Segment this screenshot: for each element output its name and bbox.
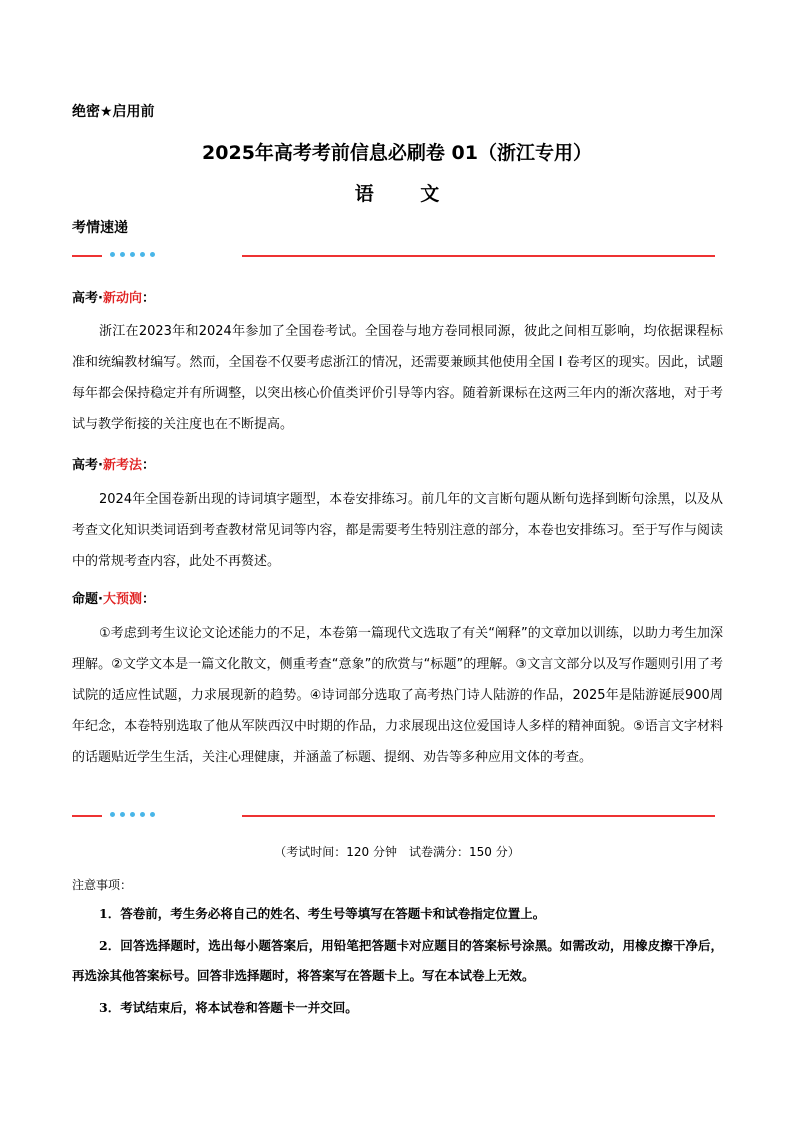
dot-icon: [130, 812, 135, 817]
section-divider-bottom: [72, 811, 715, 819]
block-label-method: 高考·新考法：: [72, 458, 155, 473]
section-divider-top: [72, 251, 715, 259]
notice-item: 1．答卷前，考生务必将自己的姓名、考生号等填写在答题卡和试卷指定位置上。: [99, 906, 546, 921]
notice-heading: 注意事项：: [72, 878, 133, 892]
page-title: 2025年高考考前信息必刷卷 01（浙江专用）: [202, 142, 592, 164]
divider-dots: [110, 251, 155, 257]
block-label-forecast: 命题·大预测：: [72, 592, 155, 607]
confidential-label: 绝密★启用前: [72, 104, 155, 120]
divider-line-left: [72, 815, 102, 817]
block-label-trend: 高考·新动向：: [72, 291, 155, 306]
dot-icon: [150, 252, 155, 257]
divider-line-right: [242, 255, 715, 257]
label-highlight: 新动向: [102, 291, 142, 306]
dot-icon: [140, 252, 145, 257]
label-highlight: 大预测: [102, 592, 142, 607]
label-highlight: 新考法: [102, 458, 142, 473]
dot-icon: [110, 812, 115, 817]
dot-icon: [140, 812, 145, 817]
exam-time-info: （考试时间：120 分钟 试卷满分：150 分）: [274, 845, 520, 859]
notice-item: 3．考试结束后，将本试卷和答题卡一并交回。: [99, 1000, 358, 1015]
divider-dots: [110, 811, 155, 817]
divider-line-right: [242, 815, 715, 817]
block-text-trend: 浙江在2023年和2024年参加了全国卷考试。全国卷与地方卷同根同源，彼此之间相互影响，均依据课程标准和统编教材编写。然而，全国卷不仅要考虑浙江的情况，还需要兼顾其他使用全国 I 卷考区的现实。因此，试题每年都会保持稳定并有所调整，以突出核心价值类评价引导等内容。随着新课标在这两三年内的渐次落地，对于考试与教学衔接的关注度也在不断提高。: [72, 324, 723, 432]
subject-title: 语 文: [354, 183, 460, 205]
dot-icon: [120, 812, 125, 817]
block-text-method: 2024年全国卷新出现的诗词填字题型，本卷安排练习。前几年的文言断句题从断句选择到断句涂黑，以及从考查文化知识类词语到考查教材常见词等内容，都是需要考生特别注意的部分，本卷也安排练习。至于写作与阅读中的常规考查内容，此处不再赘述。: [72, 492, 723, 569]
dot-icon: [150, 812, 155, 817]
dot-icon: [120, 252, 125, 257]
divider-line-left: [72, 255, 102, 257]
dot-icon: [110, 252, 115, 257]
block-text-forecast: ①考虑到考生议论文论述能力的不足，本卷第一篇现代文选取了有关“阐释”的文章加以训练，以助力考生加深理解。②文学文本是一篇文化散文，侧重考查“意象”的欣赏与“标题”的理解。③文言文部分以及写作题则引用了考试院的适应性试题，力求展现新的趋势。④诗词部分选取了高考热门诗人陆游的作品，2025年是陆游诞辰900周年纪念，本卷特别选取了他从军陕西汉中时期的作品，力求展现出这位爱国诗人多样的精神面貌。⑤语言文字材料的话题贴近学生生活，关注心理健康，并涵盖了标题、提纲、劝告等多种应用文体的考查。: [72, 626, 723, 765]
notice-item: 2．回答选择题时，选出每小题答案后，用铅笔把答题卡对应题目的答案标号涂黑。如需改动，用橡皮擦干净后，再选涂其他答案标号。回答非选择题时，将答案写在答题卡上。写在本试卷上无效。: [72, 938, 723, 983]
dot-icon: [130, 252, 135, 257]
section-heading: 考情速递: [72, 220, 128, 236]
